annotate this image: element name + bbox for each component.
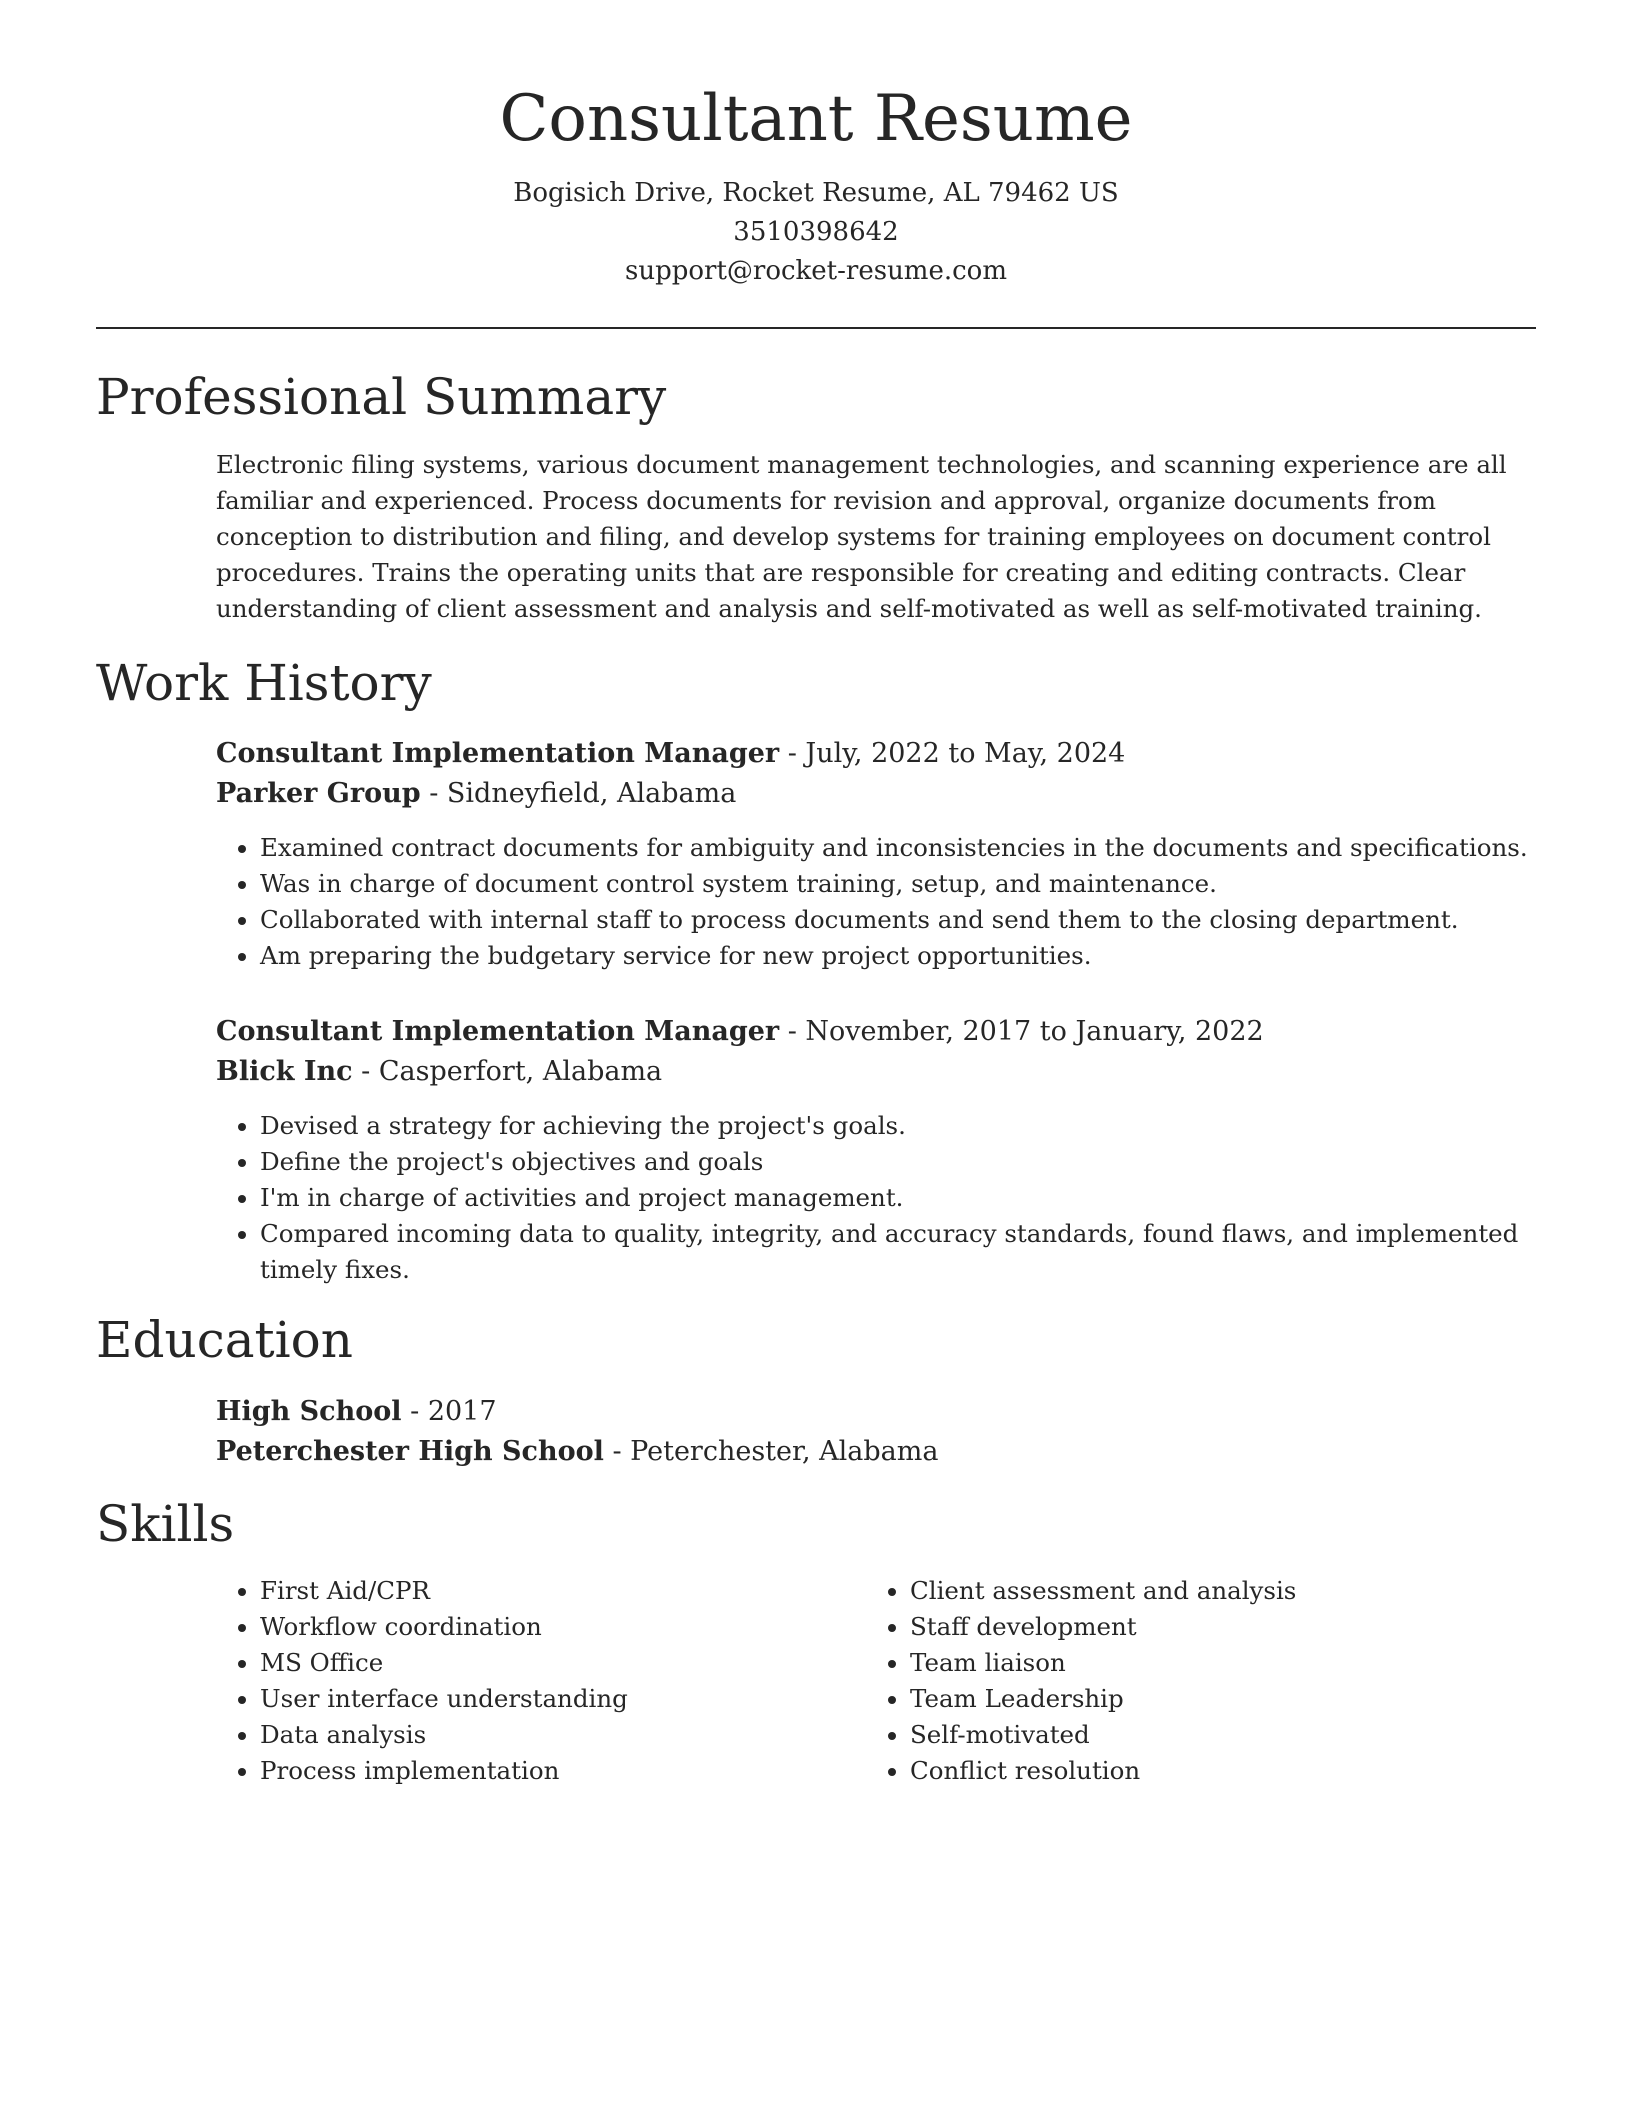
skill-item: • Process implementation xyxy=(260,1753,866,1789)
education-degree-line xyxy=(216,1392,1536,1432)
skill-item: • Staff development xyxy=(910,1609,1516,1645)
job-location: - Casperfort, Alabama xyxy=(352,1056,663,1088)
education-school-line xyxy=(216,1432,1536,1472)
job-duty-item: • Was in charge of document control system training, setup, and maintenance. xyxy=(260,866,1536,902)
job-duty-item: • Examined contract documents for ambiguity and inconsistencies in the documents and specifications. xyxy=(260,830,1536,866)
job-position: Consultant Implementation Manager xyxy=(216,1016,780,1048)
address: Bogisich Drive, Rocket Resume, AL 79462 US xyxy=(513,178,1119,209)
job-duty-item: • Compared incoming data to quality, integrity, and accuracy standards, found flaws, and implemented timely fixes. xyxy=(260,1216,1536,1288)
skill-item: • Data analysis xyxy=(260,1717,866,1753)
job-dates: - July, 2022 to May, 2024 xyxy=(779,738,1126,770)
skill-item: • Team Leadership xyxy=(910,1681,1516,1717)
skills-right-list xyxy=(866,1573,1516,1789)
resume-header xyxy=(96,0,1536,291)
job-location: - Sidneyfield, Alabama xyxy=(420,778,737,810)
skill-item: • Client assessment and analysis xyxy=(910,1573,1516,1609)
skill-item: • User interface understanding xyxy=(260,1681,866,1717)
skills-column-left xyxy=(216,1573,866,1789)
section-work-history xyxy=(96,655,1536,1289)
job-duty-item: • Devised a strategy for achieving the project's goals. xyxy=(260,1108,1536,1144)
section-summary xyxy=(96,369,1536,627)
skills-column-right xyxy=(866,1573,1516,1789)
summary-text: Electronic filing systems, various document management technologies, and scanning experience are all familiar and experienced. Process documents for revision and approval, organize documents from conception to distribution and filing, and develop systems for training employees on document control procedures. Trains the operating units that are responsible for creating and editing contracts. Clear understanding of client assessment and analysis and self-motivated as well as self-motivated training. xyxy=(216,449,1507,623)
contact-info xyxy=(96,174,1536,291)
skills-left-list xyxy=(216,1573,866,1789)
job-entry xyxy=(216,734,1536,974)
education-location: - Peterchester, Alabama xyxy=(603,1435,939,1467)
phone: 3510398642 xyxy=(733,217,899,248)
work-list xyxy=(216,734,1536,1288)
job-dates: - November, 2017 to January, 2022 xyxy=(779,1016,1264,1048)
section-education xyxy=(96,1312,1536,1472)
skill-item: • Conflict resolution xyxy=(910,1753,1516,1789)
section-title-skills: Skills xyxy=(96,1494,235,1553)
section-title-summary: Professional Summary xyxy=(96,368,667,427)
job-title-line xyxy=(216,734,1536,774)
job-duty-item: • I'm in charge of activities and project management. xyxy=(260,1180,1536,1216)
job-duties xyxy=(216,830,1536,974)
job-entry xyxy=(216,1012,1536,1288)
skill-item: • MS Office xyxy=(260,1645,866,1681)
job-duty-item: • Define the project's objectives and goals xyxy=(260,1144,1536,1180)
job-duty-item: • Am preparing the budgetary service for new project opportunities. xyxy=(260,938,1536,974)
email: support@rocket-resume.com xyxy=(624,256,1007,287)
resume-title: Consultant Resume xyxy=(499,82,1133,156)
job-company: Blick Inc xyxy=(216,1056,353,1088)
section-title-education: Education xyxy=(96,1311,353,1370)
section-skills xyxy=(96,1496,1536,1790)
job-position: Consultant Implementation Manager xyxy=(216,738,780,770)
skills-list xyxy=(216,1573,1536,1789)
education-year: - 2017 xyxy=(401,1395,497,1427)
job-duty-item: • Collaborated with internal staff to process documents and send them to the closing department. xyxy=(260,902,1536,938)
skill-item: • Workflow coordination xyxy=(260,1609,866,1645)
job-company: Parker Group xyxy=(216,778,421,810)
section-title-work: Work History xyxy=(96,653,432,712)
skill-item: • Self-motivated xyxy=(910,1717,1516,1753)
skill-item: • Team liaison xyxy=(910,1645,1516,1681)
education-school: Peterchester High School xyxy=(216,1435,604,1467)
skill-item: • First Aid/CPR xyxy=(260,1573,866,1609)
job-company-line xyxy=(216,1052,1536,1092)
job-title-line xyxy=(216,1012,1536,1052)
job-duties xyxy=(216,1108,1536,1288)
education-degree: High School xyxy=(216,1395,402,1427)
job-company-line xyxy=(216,774,1536,814)
header-divider xyxy=(96,327,1536,329)
education-entry xyxy=(216,1392,1536,1472)
